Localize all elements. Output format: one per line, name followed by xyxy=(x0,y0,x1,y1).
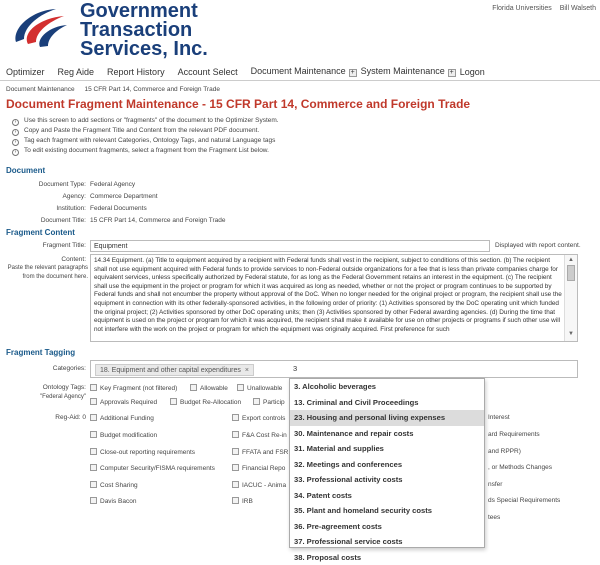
checkbox[interactable] xyxy=(253,398,260,405)
nav-reg-aide[interactable]: Reg Aide xyxy=(58,67,95,77)
reg-aid-label-partial: ard Requirements xyxy=(488,431,540,438)
tag-label: Allowable xyxy=(200,385,228,392)
reg-aid-label-partial: , or Methods Changes xyxy=(488,464,552,471)
reg-aid-label-text: Close-out reporting requirements xyxy=(100,449,195,456)
ontology-tags-label: Ontology Tags: xyxy=(4,384,86,391)
instruction-text: Copy and Paste the Fragment Title and Content from the relevant PDF document. xyxy=(24,127,259,134)
document-section-heading: Document xyxy=(6,166,45,175)
tag-label: Particip xyxy=(263,399,285,406)
tag-label: Approvals Required xyxy=(100,399,157,406)
category-option[interactable]: 35. Plant and homeland security costs xyxy=(290,503,484,519)
page-title: Document Fragment Maintenance - 15 CFR Part 14, Commerce and Foreign Trade xyxy=(6,97,470,111)
instruction-text: Tag each fragment with relevant Categories, Ontology Tags, and natural Language tags xyxy=(24,137,275,144)
scroll-up-icon[interactable]: ▲ xyxy=(568,257,574,263)
logo-line-2: Transaction xyxy=(80,21,208,40)
checkbox[interactable] xyxy=(232,497,239,504)
checkbox[interactable] xyxy=(90,497,97,504)
nav-divider xyxy=(0,80,600,81)
reg-aid-label-text: F&A Cost Re-in xyxy=(242,432,287,439)
category-chip xyxy=(95,364,254,376)
reg-aid-checkbox[interactable] xyxy=(232,431,287,439)
checkbox[interactable] xyxy=(90,414,97,421)
category-chip-label: 18. Equipment and other capital expenditures xyxy=(100,367,241,374)
checkbox[interactable] xyxy=(90,431,97,438)
reg-aid-label-partial: ds Special Requirements xyxy=(488,497,560,504)
category-option[interactable]: 31. Material and supplies xyxy=(290,441,484,457)
info-icon: › xyxy=(12,129,19,136)
category-option[interactable]: 37. Professional service costs xyxy=(290,534,484,550)
category-option-highlighted[interactable]: 23. Housing and personal living expenses xyxy=(290,410,484,426)
category-search-text[interactable]: 3 xyxy=(293,364,297,373)
reg-aid-checkbox[interactable] xyxy=(90,497,137,505)
category-option[interactable]: 38. Proposal costs xyxy=(290,550,484,565)
fragment-title-label: Fragment Title: xyxy=(4,242,86,249)
reg-aid-label-text: IACUC - Anima xyxy=(242,482,286,489)
reg-aid-checkbox[interactable] xyxy=(90,464,215,472)
category-option[interactable]: 34. Patent costs xyxy=(290,488,484,504)
nav-document-maintenance-label: Document Maintenance xyxy=(251,66,346,76)
reg-aid-label-partial: tees xyxy=(488,514,500,521)
org-link[interactable]: Florida Universities xyxy=(492,5,552,12)
expand-plus-icon[interactable]: + xyxy=(349,69,357,77)
category-option[interactable]: 36. Pre-agreement costs xyxy=(290,519,484,535)
instruction-item xyxy=(12,126,279,136)
fragment-title-note: Displayed with report content. xyxy=(495,242,581,249)
reg-aid-checkbox[interactable] xyxy=(232,414,285,422)
category-option[interactable]: 33. Professional activity costs xyxy=(290,472,484,488)
categories-input[interactable] xyxy=(90,360,578,378)
reg-aid-checkbox[interactable] xyxy=(232,464,285,472)
user-link[interactable]: Bill Walseth xyxy=(560,5,596,12)
checkbox[interactable] xyxy=(232,431,239,438)
reg-aid-label-partial: nsfer xyxy=(488,481,502,488)
info-icon: › xyxy=(12,119,19,126)
instruction-item xyxy=(12,136,279,146)
category-option[interactable]: 13. Criminal and Civil Proceedings xyxy=(290,395,484,411)
checkbox[interactable] xyxy=(170,398,177,405)
checkbox[interactable] xyxy=(90,398,97,405)
reg-aid-checkbox[interactable] xyxy=(232,481,286,489)
reg-aid-checkbox[interactable] xyxy=(90,414,154,422)
nav-report-history[interactable]: Report History xyxy=(107,67,165,77)
nav-system-maintenance[interactable] xyxy=(361,66,460,77)
reg-aid-checkbox[interactable] xyxy=(232,448,288,456)
instructions-list xyxy=(12,116,279,156)
institution-value: Federal Documents xyxy=(90,205,147,212)
info-icon: › xyxy=(12,139,19,146)
breadcrumb-item[interactable]: Document Maintenance xyxy=(6,86,75,93)
reg-aid-checkbox[interactable] xyxy=(232,497,253,505)
document-title-value: 15 CFR Part 14, Commerce and Foreign Trade xyxy=(90,217,225,224)
document-type-value: Federal Agency xyxy=(90,181,135,188)
reg-aid-label-text: Davis Bacon xyxy=(100,498,137,505)
instruction-text: To edit existing document fragments, select a fragment from the Fragment List below. xyxy=(24,147,269,154)
nav-system-maintenance-label: System Maintenance xyxy=(361,66,445,76)
reg-aid-label-text: Budget modification xyxy=(100,432,157,439)
checkbox[interactable] xyxy=(190,384,197,391)
document-title-label: Document Title: xyxy=(4,217,86,224)
instruction-item xyxy=(12,116,279,126)
tag-key-fragment[interactable] xyxy=(90,384,177,392)
checkbox[interactable] xyxy=(90,448,97,455)
company-logo-text xyxy=(80,2,208,59)
info-icon: › xyxy=(12,149,19,156)
institution-label: Institution: xyxy=(4,205,86,212)
reg-aid-label-partial: and RPPR) xyxy=(488,448,521,455)
tag-allowable[interactable] xyxy=(190,384,228,392)
reg-aid-label-text: Export controls xyxy=(242,415,285,422)
instruction-item xyxy=(12,146,279,156)
category-autocomplete-dropdown xyxy=(289,378,485,548)
reg-aid-label-text: Additional Funding xyxy=(100,415,154,422)
content-scrollbar[interactable] xyxy=(564,255,577,341)
checkbox[interactable] xyxy=(90,384,97,391)
reg-aid-label-text: IRB xyxy=(242,498,253,505)
category-option[interactable]: 32. Meetings and conferences xyxy=(290,457,484,473)
fragment-content-heading: Fragment Content xyxy=(6,228,75,237)
fragment-title-input[interactable] xyxy=(90,240,490,252)
instruction-text: Use this screen to add sections or "fragments" of the document to the Optimizer System. xyxy=(24,117,279,124)
header-user-links xyxy=(486,5,596,12)
agency-value: Commerce Department xyxy=(90,193,158,200)
document-type-label: Document Type: xyxy=(4,181,86,188)
reg-aid-checkbox[interactable] xyxy=(90,431,157,439)
categories-label: Categories: xyxy=(4,365,86,372)
tag-label: Unallowable xyxy=(247,385,282,392)
remove-chip-icon[interactable]: × xyxy=(245,367,249,374)
tag-participant[interactable] xyxy=(253,398,285,406)
checkbox[interactable] xyxy=(232,464,239,471)
nav-logon[interactable]: Logon xyxy=(460,67,485,77)
reg-aid-label-text: Financial Repo xyxy=(242,465,285,472)
category-option[interactable]: 30. Maintenance and repair costs xyxy=(290,426,484,442)
reg-aid-label-text: Computer Security/FISMA requirements xyxy=(100,465,215,472)
expand-plus-icon[interactable]: + xyxy=(448,69,456,77)
reg-aid-checkbox[interactable] xyxy=(90,481,138,489)
fragment-tagging-heading: Fragment Tagging xyxy=(6,348,75,357)
scroll-down-icon[interactable]: ▼ xyxy=(568,331,574,337)
reg-aid-label-text: Cost Sharing xyxy=(100,482,138,489)
fragment-content-textarea[interactable]: 14.34 Equipment. (a) Title to equipment acquired by a recipient with Federal funds shall vest in the recipient, subject to conditions of this section. (b) The recipient shall not use equipment acquired with Federal funds to provide services to non-Federal outside organizations for a fee that is less than private companies charge for equivalent services, unless specifically authorized by Federal statute, for as long as the Federal Government retains an interest in the equipment. (c) The recipient shall use the equipment in the project or program for which it was acquired as long as needed, whether or not the project or program continues to be supported by Federal funds and shall not encumber the property without approval of the DoC. When no longer needed for the original project or program, the recipient shall use the equipment in connection with its other federally-sponsored activities, in the following order of priority: (1) Activities sponsored by the DoC operating unit which funded the original project; (2) Activities sponsored by other DoC operating units; then (3) Activities sponsored by other Federal awarding agencies. (d) During the time that equipment is used on the project or program for which it was acquired, the recipient shall make it available for use on other projects or programs if such other use will not interfere with the work on the project or program for which the equipment was originally acquired. First preference for such xyxy=(90,254,578,342)
content-help-note: Paste the relevant paragraphs from the document here. xyxy=(4,264,88,281)
reg-aid-checkbox[interactable] xyxy=(90,448,195,456)
ontology-tags-note: "Federal Agency" xyxy=(4,394,86,400)
nav-optimizer[interactable]: Optimizer xyxy=(6,67,45,77)
checkbox[interactable] xyxy=(232,448,239,455)
main-nav xyxy=(6,65,600,78)
checkbox[interactable] xyxy=(90,481,97,488)
logo-line-3: Services, Inc. xyxy=(80,40,208,59)
reg-aid-label: Reg-Aid: 0 xyxy=(4,414,86,421)
scroll-thumb[interactable] xyxy=(567,265,575,281)
category-option[interactable]: 3. Alcoholic beverages xyxy=(290,379,484,395)
checkbox[interactable] xyxy=(90,464,97,471)
checkbox[interactable] xyxy=(232,481,239,488)
nav-account-select[interactable]: Account Select xyxy=(178,67,238,77)
gts-logo-icon xyxy=(10,6,68,50)
breadcrumb-item: 15 CFR Part 14, Commerce and Foreign Trade xyxy=(84,86,219,93)
tag-approvals-required[interactable] xyxy=(90,398,157,406)
breadcrumb xyxy=(6,86,228,93)
tag-label: Key Fragment (not filtered) xyxy=(100,385,177,392)
checkbox[interactable] xyxy=(232,414,239,421)
reg-aid-label-text: FFATA and FSR xyxy=(242,449,288,456)
tag-label: Budget Re-Allocation xyxy=(180,399,241,406)
logo-line-1: Government xyxy=(80,2,208,21)
tag-unallowable[interactable] xyxy=(237,384,282,392)
nav-document-maintenance[interactable] xyxy=(251,66,361,77)
agency-label: Agency: xyxy=(4,193,86,200)
content-label: Content: xyxy=(4,256,86,263)
checkbox[interactable] xyxy=(237,384,244,391)
tag-budget-reallocation[interactable] xyxy=(170,398,241,406)
reg-aid-label-partial: Interest xyxy=(488,414,510,421)
